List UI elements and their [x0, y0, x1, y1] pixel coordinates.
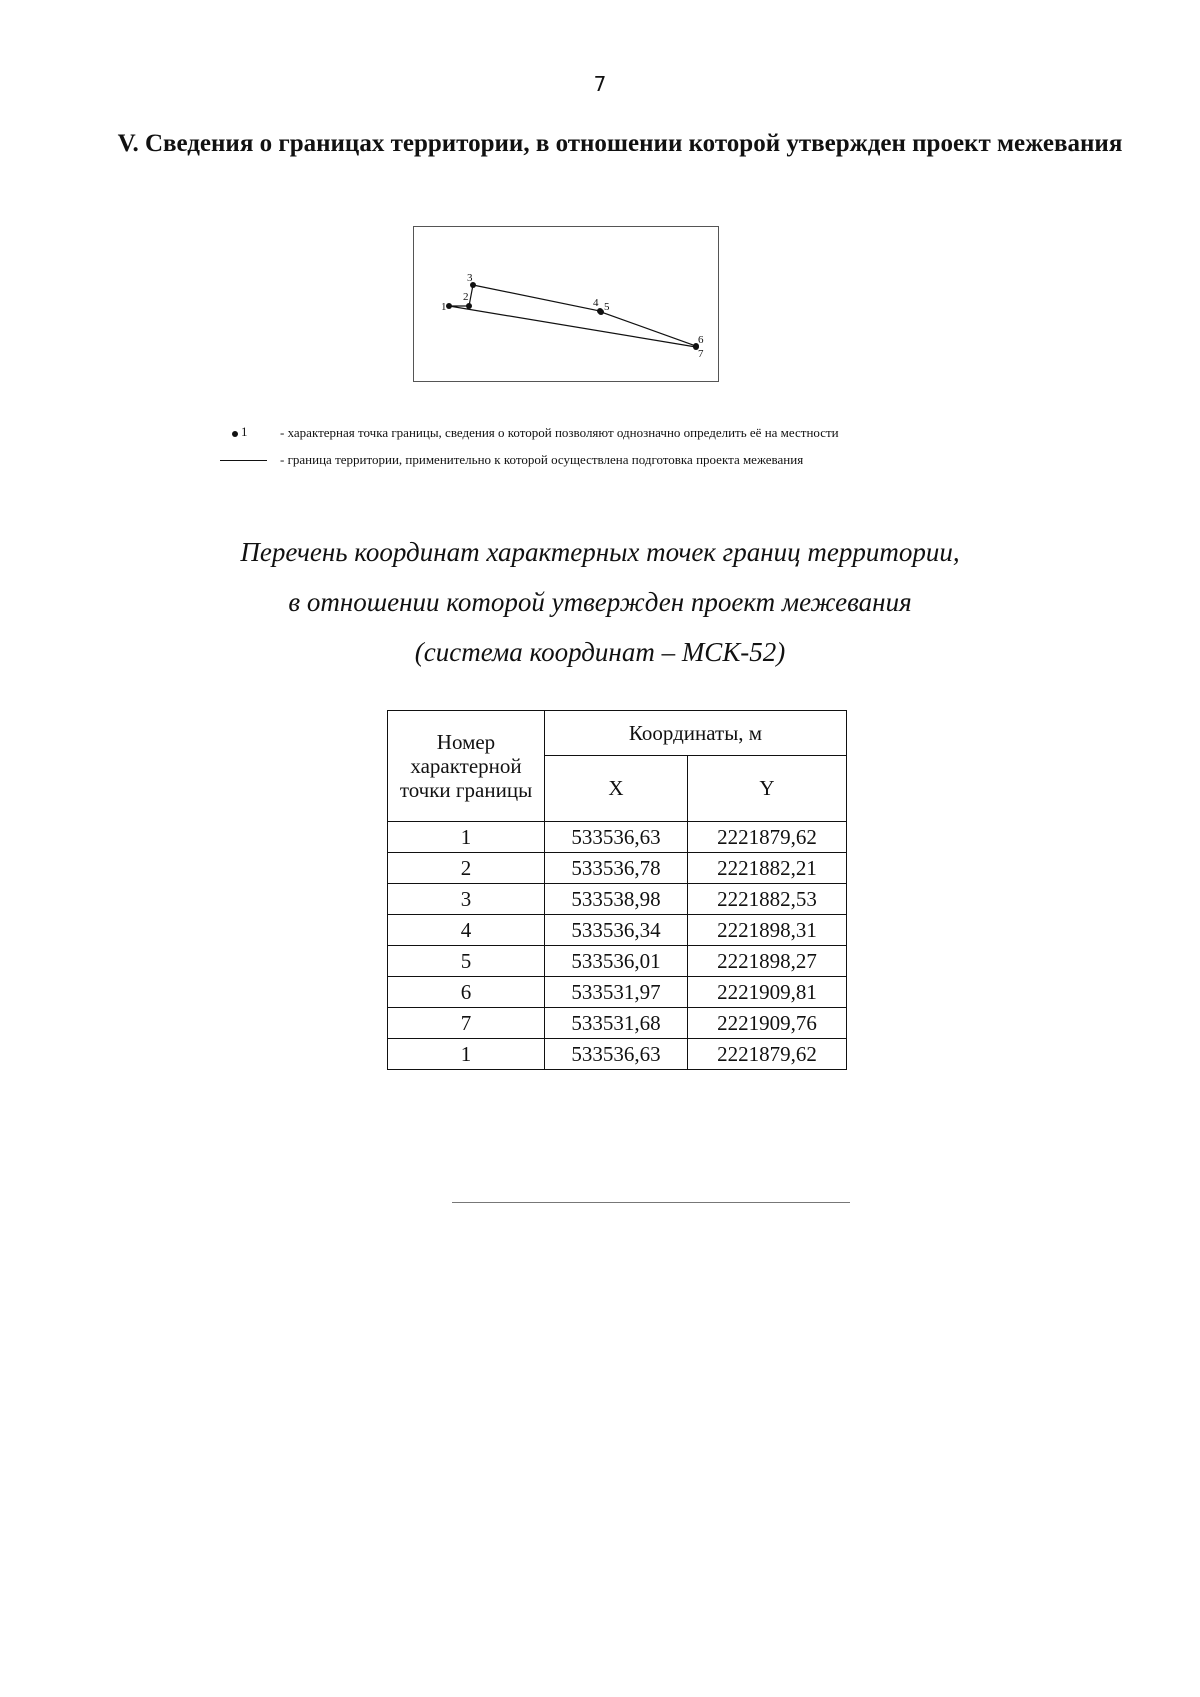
header-y: Y [688, 756, 847, 822]
cell-y: 2221909,76 [688, 1008, 847, 1039]
subtitle-line-3: (система координат – МСК-52) [414, 637, 786, 667]
cell-point-number: 7 [388, 1008, 545, 1039]
cell-y: 2221882,21 [688, 853, 847, 884]
legend-line-symbol [220, 452, 280, 468]
header-x: X [545, 756, 688, 822]
cell-point-number: 5 [388, 946, 545, 977]
cell-point-number: 2 [388, 853, 545, 884]
legend-line-text: - граница территории, применительно к которой осуществлена подготовка проекта межевания [280, 452, 804, 467]
page-number: 7 [593, 72, 607, 96]
cell-y: 2221879,62 [688, 1039, 847, 1070]
header-point-number: Номер характерной точки границы [388, 711, 545, 822]
cell-y: 2221879,62 [688, 822, 847, 853]
boundary-polygon [449, 285, 696, 347]
table-row [388, 915, 847, 946]
map-point-label: 3 [467, 272, 473, 284]
map-point-label: 2 [463, 291, 469, 303]
subtitle-line-1: Перечень координат характерных точек границ территории, [240, 537, 960, 567]
cell-x: 533531,68 [545, 1008, 688, 1039]
coordinates-table [387, 710, 847, 1070]
legend-point-text: - характерная точка границы, сведения о которой позволяют однозначно определить её на местности [280, 425, 839, 440]
footer-divider [452, 1202, 850, 1203]
boundary-map [413, 226, 719, 382]
cell-point-number: 1 [388, 1039, 545, 1070]
map-point-label: 7 [698, 348, 704, 360]
legend-line-row [220, 452, 1040, 468]
cell-point-number: 6 [388, 977, 545, 1008]
boundary-line-icon [220, 460, 267, 461]
cell-y: 2221898,27 [688, 946, 847, 977]
map-point-label: 6 [698, 334, 704, 346]
cell-y: 2221898,31 [688, 915, 847, 946]
cell-x: 533536,34 [545, 915, 688, 946]
cell-y: 2221909,81 [688, 977, 847, 1008]
legend-point-symbol [220, 425, 280, 441]
point-marker-icon [232, 431, 238, 437]
cell-y: 2221882,53 [688, 884, 847, 915]
section-heading: V. Сведения о границах территории, в отношении которой утвержден проект межевания [117, 130, 1123, 157]
map-point-label: 1 [441, 301, 447, 313]
table-row [388, 977, 847, 1008]
map-point [446, 303, 452, 309]
map-point-label: 5 [604, 301, 610, 313]
table-row [388, 946, 847, 977]
cell-x: 533531,97 [545, 977, 688, 1008]
table-row [388, 822, 847, 853]
subtitle-line-2: в отношении которой утвержден проект межевания [288, 587, 912, 617]
cell-x: 533536,78 [545, 853, 688, 884]
boundary-map-svg [414, 227, 720, 383]
map-point-label: 4 [593, 297, 599, 309]
table-row [388, 1008, 847, 1039]
table-row [388, 1039, 847, 1070]
cell-point-number: 3 [388, 884, 545, 915]
cell-point-number: 1 [388, 822, 545, 853]
legend-point-row [220, 425, 1040, 441]
cell-x: 533536,63 [545, 822, 688, 853]
legend-point-label: 1 [241, 424, 248, 439]
map-point [466, 303, 472, 309]
header-coordinates: Координаты, м [545, 711, 847, 756]
table-row [388, 884, 847, 915]
cell-x: 533538,98 [545, 884, 688, 915]
table-row [388, 853, 847, 884]
map-points [441, 272, 704, 360]
coordinates-table-body [388, 822, 847, 1070]
cell-point-number: 4 [388, 915, 545, 946]
cell-x: 533536,01 [545, 946, 688, 977]
cell-x: 533536,63 [545, 1039, 688, 1070]
